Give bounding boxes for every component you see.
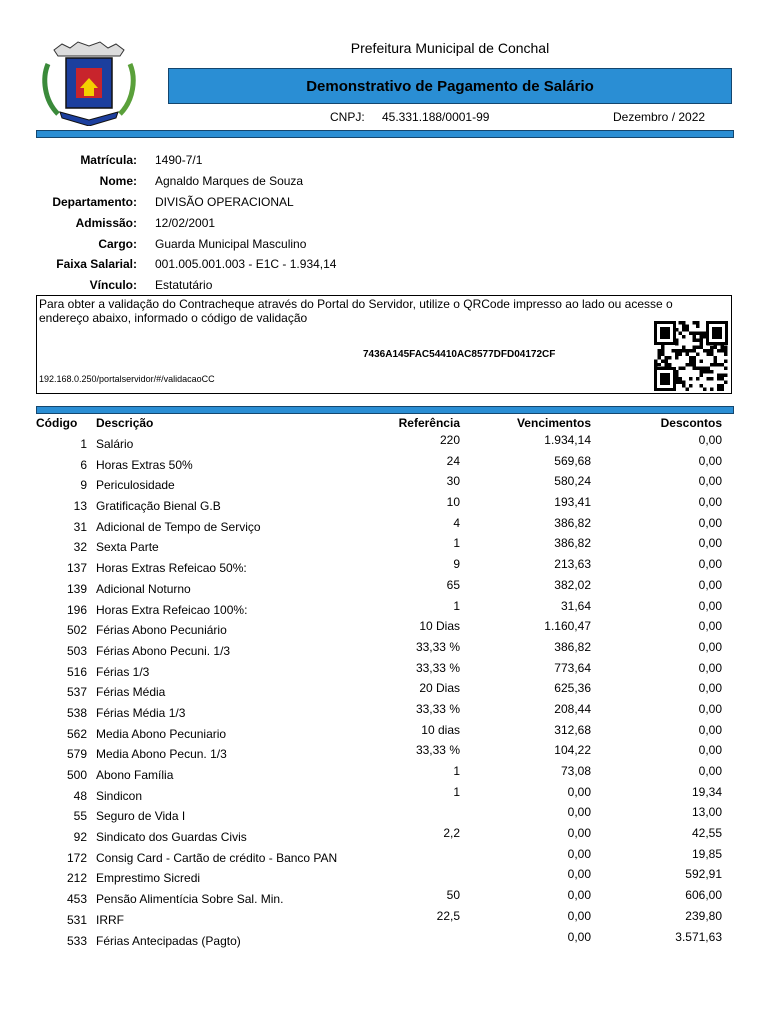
payroll-table-body — [36, 433, 732, 950]
row-reference: 20 Dias — [419, 681, 460, 696]
table-row — [36, 723, 732, 744]
row-earnings: 382,02 — [554, 577, 591, 592]
row-description: Sindicato dos Guardas Civis — [96, 830, 247, 845]
row-code: 13 — [73, 499, 87, 514]
col-header-code: Código — [36, 416, 78, 430]
row-description: Adicional Noturno — [96, 581, 191, 596]
row-description: Pensão Alimentícia Sobre Sal. Min. — [96, 892, 284, 907]
employee-info — [36, 150, 456, 296]
row-deductions: 0,00 — [698, 515, 722, 530]
qr-code-icon — [654, 321, 728, 391]
row-deductions: 42,55 — [691, 826, 722, 841]
table-row — [36, 826, 732, 847]
row-earnings: 386,82 — [554, 515, 591, 530]
validation-url[interactable]: 192.168.0.250/portalservidor/#/validacaoCC — [39, 374, 215, 384]
row-code: 516 — [66, 664, 87, 679]
row-deductions: 0,00 — [698, 433, 722, 447]
row-earnings: 0,00 — [567, 805, 591, 820]
col-header-reference: Referência — [398, 416, 460, 430]
table-row — [36, 640, 732, 661]
row-reference: 30 — [446, 474, 460, 489]
row-description: Férias Abono Pecuni. 1/3 — [96, 643, 231, 658]
row-code: 453 — [66, 892, 87, 907]
row-code: 537 — [66, 685, 87, 700]
table-divider — [36, 406, 734, 414]
row-code: 538 — [66, 705, 87, 720]
row-deductions: 0,00 — [698, 639, 722, 654]
row-reference: 1 — [453, 764, 460, 778]
row-deductions: 13,00 — [691, 805, 722, 820]
row-code: 9 — [80, 478, 87, 493]
row-description: Media Abono Pecun. 1/3 — [96, 747, 227, 762]
row-description: Gratificação Bienal G.B — [96, 499, 221, 514]
row-code: 196 — [66, 602, 87, 617]
row-reference: 33,33 % — [415, 660, 460, 675]
row-earnings: 73,08 — [560, 764, 591, 778]
table-row — [36, 578, 732, 599]
row-reference: 33,33 % — [415, 701, 460, 716]
table-row — [36, 847, 732, 868]
row-earnings: 0,00 — [567, 888, 591, 903]
document-title: Demonstrativo de Pagamento de Salário — [168, 68, 732, 104]
row-deductions: 19,85 — [691, 846, 722, 861]
col-header-deductions: Descontos — [660, 416, 722, 430]
row-description: Férias Antecipadas (Pagto) — [96, 933, 241, 948]
row-earnings: 386,82 — [554, 536, 591, 551]
row-earnings: 1.934,14 — [544, 433, 591, 447]
row-description: IRRF — [96, 912, 124, 927]
row-deductions: 19,34 — [691, 784, 722, 799]
row-description: Férias Abono Pecuniário — [96, 623, 227, 638]
row-code: 139 — [66, 581, 87, 596]
row-code: 562 — [66, 726, 87, 741]
validation-instructions: Para obter a validação do Contracheque através do Portal do Servidor, utilize o QRCode impresso ao lado ou acesse o endereço abaixo, informado o código de validação — [39, 297, 673, 325]
table-row — [36, 619, 732, 640]
row-code: 579 — [66, 747, 87, 762]
row-earnings: 386,82 — [554, 639, 591, 654]
row-reference: 4 — [453, 515, 460, 530]
table-row — [36, 661, 732, 682]
row-deductions: 0,00 — [698, 722, 722, 737]
table-row — [36, 433, 732, 454]
row-description: Férias 1/3 — [96, 664, 150, 679]
row-earnings: 312,68 — [554, 722, 591, 737]
row-earnings: 0,00 — [567, 784, 591, 799]
table-row — [36, 743, 732, 764]
row-reference: 2,2 — [443, 826, 460, 841]
info-row-name: Nome: Agnaldo Marques de Souza — [99, 174, 304, 189]
table-row — [36, 764, 732, 785]
row-deductions: 239,80 — [685, 908, 722, 923]
row-reference: 220 — [439, 433, 460, 447]
table-row — [36, 474, 732, 495]
row-reference: 1 — [453, 784, 460, 799]
row-deductions: 0,00 — [698, 598, 722, 613]
row-description: Emprestimo Sicredi — [96, 871, 201, 886]
row-earnings: 569,68 — [554, 453, 591, 468]
row-earnings: 31,64 — [560, 598, 591, 613]
row-deductions: 0,00 — [698, 474, 722, 489]
row-description: Horas Extras 50% — [96, 457, 193, 472]
row-reference: 10 dias — [421, 722, 460, 737]
row-description: Salário — [96, 437, 134, 451]
info-row-bond: Vínculo: Estatutário — [89, 278, 213, 293]
table-row — [36, 867, 732, 888]
row-code: 48 — [73, 788, 87, 803]
row-earnings: 0,00 — [567, 908, 591, 923]
table-row — [36, 805, 732, 826]
col-header-earnings: Vencimentos — [516, 416, 591, 430]
row-reference: 24 — [446, 453, 460, 468]
table-row — [36, 785, 732, 806]
row-description: Abono Família — [96, 768, 174, 782]
row-earnings: 0,00 — [567, 826, 591, 841]
row-reference: 33,33 % — [415, 639, 460, 654]
cnpj-value: 45.331.188/0001-99 — [382, 110, 490, 124]
row-reference: 65 — [446, 577, 460, 592]
organization-name: Prefeitura Municipal de Conchal — [350, 40, 550, 56]
table-row — [36, 557, 732, 578]
row-earnings: 213,63 — [554, 557, 591, 572]
row-earnings: 208,44 — [554, 701, 591, 716]
row-description: Horas Extras Refeicao 50%: — [96, 561, 247, 576]
row-code: 32 — [73, 540, 87, 555]
row-reference: 22,5 — [436, 908, 460, 923]
row-description: Seguro de Vida I — [96, 809, 186, 824]
info-row-admission: Admissão: 12/02/2001 — [75, 215, 216, 230]
row-description: Sexta Parte — [96, 540, 159, 555]
row-reference: 33,33 % — [415, 743, 460, 758]
row-deductions: 0,00 — [698, 453, 722, 468]
row-reference: 10 Dias — [419, 619, 460, 634]
table-row — [36, 516, 732, 537]
info-row-position: Cargo: Guarda Municipal Masculino — [98, 236, 307, 251]
row-deductions: 0,00 — [698, 701, 722, 716]
row-reference: 10 — [446, 495, 460, 510]
row-earnings: 104,22 — [554, 743, 591, 758]
row-code: 137 — [66, 561, 87, 576]
row-code: 6 — [80, 457, 87, 472]
row-code: 212 — [66, 871, 87, 886]
row-earnings: 773,64 — [554, 660, 591, 675]
row-deductions: 3.571,63 — [675, 929, 722, 944]
validation-code: 7436A145FAC54410AC8577DFD04172CF — [363, 349, 556, 360]
row-deductions: 0,00 — [698, 577, 722, 592]
table-row — [36, 930, 732, 951]
info-row-registration: Matrícula: 1490-7/1 — [80, 153, 203, 168]
row-code: 533 — [66, 933, 87, 948]
table-row — [36, 681, 732, 702]
table-row — [36, 599, 732, 620]
row-code: 172 — [66, 850, 87, 865]
row-code: 500 — [66, 768, 87, 782]
row-reference: 1 — [453, 598, 460, 613]
row-code: 31 — [73, 519, 87, 534]
row-deductions: 592,91 — [685, 867, 722, 882]
row-description: Horas Extra Refeicao 100%: — [96, 602, 248, 617]
info-row-department: Departamento: DIVISÃO OPERACIONAL — [52, 194, 294, 209]
table-row — [36, 702, 732, 723]
row-reference: 50 — [446, 888, 460, 903]
payment-period: Dezembro / 2022 — [613, 110, 706, 124]
row-code: 55 — [73, 809, 87, 824]
row-description: Media Abono Pecuniario — [96, 726, 227, 741]
row-deductions: 0,00 — [698, 557, 722, 572]
row-deductions: 0,00 — [698, 681, 722, 696]
row-description: Periculosidade — [96, 478, 175, 493]
info-row-salary-range: Faixa Salarial: 001.005.001.003 - E1C - 1.934,14 — [56, 257, 337, 272]
row-deductions: 0,00 — [698, 660, 722, 675]
row-earnings: 0,00 — [567, 929, 591, 944]
table-row — [36, 454, 732, 475]
section-divider — [36, 130, 734, 138]
row-code: 531 — [66, 912, 87, 927]
row-code: 502 — [66, 623, 87, 638]
row-earnings: 580,24 — [554, 474, 591, 489]
row-description: Adicional de Tempo de Serviço — [96, 519, 261, 534]
row-description: Férias Média 1/3 — [96, 705, 186, 720]
row-earnings: 193,41 — [554, 495, 591, 510]
row-earnings: 1.160,47 — [544, 619, 591, 634]
table-row — [36, 888, 732, 909]
row-deductions: 0,00 — [698, 619, 722, 634]
row-deductions: 0,00 — [698, 495, 722, 510]
row-deductions: 0,00 — [698, 764, 722, 778]
row-code: 503 — [66, 643, 87, 658]
row-reference: 1 — [453, 536, 460, 551]
row-deductions: 606,00 — [685, 888, 722, 903]
row-earnings: 625,36 — [554, 681, 591, 696]
row-deductions: 0,00 — [698, 743, 722, 758]
row-deductions: 0,00 — [698, 536, 722, 551]
row-code: 1 — [80, 437, 87, 451]
table-row — [36, 495, 732, 516]
table-row — [36, 536, 732, 557]
row-earnings: 0,00 — [567, 846, 591, 861]
col-header-description: Descrição — [96, 416, 154, 430]
row-description: Sindicon — [96, 788, 143, 803]
row-description: Férias Média — [96, 685, 166, 700]
table-row — [36, 909, 732, 930]
row-earnings: 0,00 — [567, 867, 591, 882]
row-reference: 9 — [453, 557, 460, 572]
municipal-crest-logo — [40, 38, 138, 126]
cnpj-label: CNPJ: — [330, 110, 365, 124]
row-code: 92 — [73, 830, 87, 845]
row-description: Consig Card - Cartão de crédito - Banco PAN — [96, 850, 338, 865]
validation-box — [36, 295, 732, 394]
